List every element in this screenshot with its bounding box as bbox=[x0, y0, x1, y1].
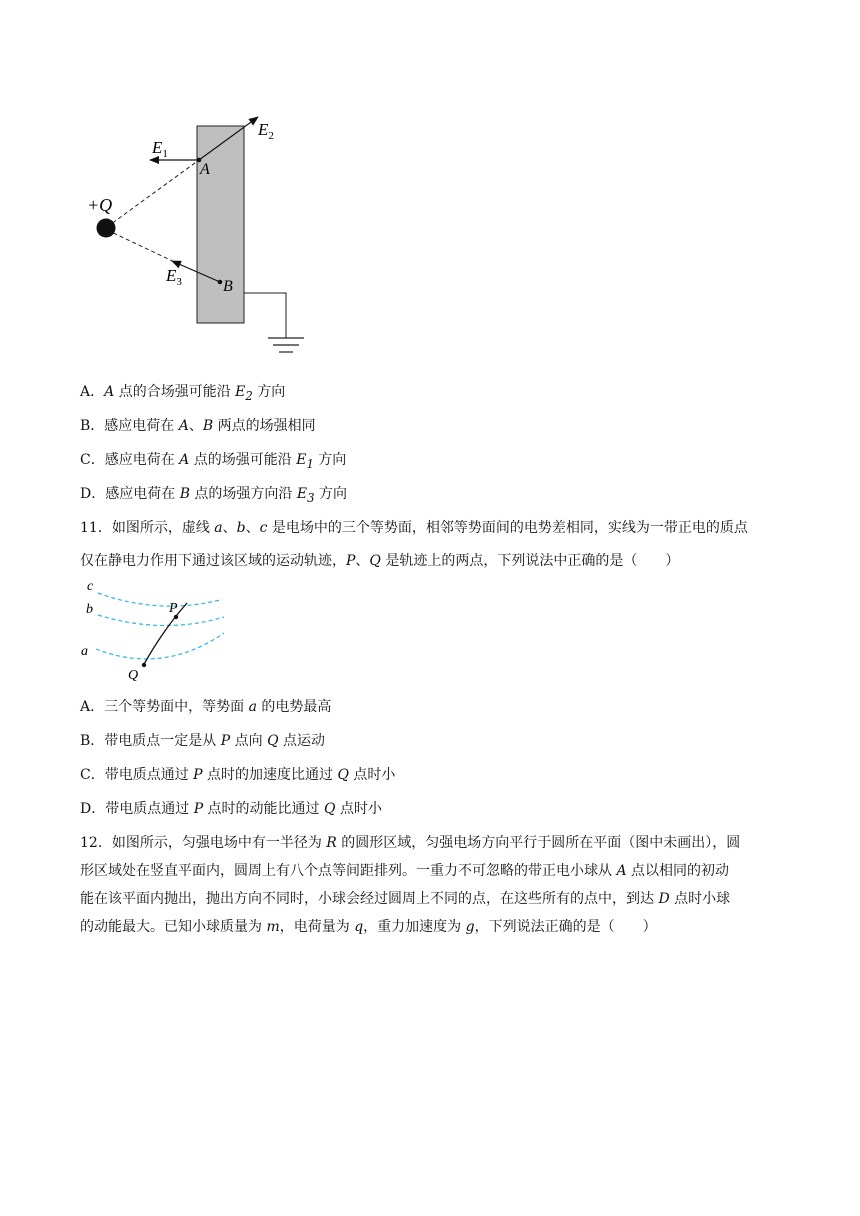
q12-row4: 的动能最大。已知小球质量为 m，电荷量为 q，重力加速度为 g，下列说法正确的是（ ） bbox=[80, 919, 657, 935]
point-Q bbox=[142, 663, 146, 667]
label-B: B bbox=[223, 278, 233, 295]
ground-wire bbox=[244, 293, 286, 338]
dashed-line-QA bbox=[107, 160, 199, 227]
q11-option-b: B．带电质点一定是从 P 点向 Q 点运动 bbox=[80, 733, 326, 749]
label-A: A bbox=[200, 161, 210, 178]
q11-option-a: A．三个等势面中，等势面 a 的电势最高 bbox=[80, 699, 332, 715]
equipotential-c bbox=[98, 593, 220, 606]
trajectory bbox=[143, 603, 187, 666]
label-E2: $E_2$ bbox=[258, 120, 274, 142]
q10-option-b: B．感应电荷在 A、B 两点的场强相同 bbox=[80, 418, 316, 434]
q10-option-a: A．A 点的合场强可能沿 $E_2$ 方向 bbox=[80, 384, 286, 403]
label-Q: +Q bbox=[87, 195, 113, 215]
q10-option-d: D．感应电荷在 B 点的场强方向沿 $E_3$ 方向 bbox=[80, 486, 347, 505]
q11-option-c: C．带电质点通过 P 点时的加速度比通过 Q 点时小 bbox=[80, 767, 396, 783]
label-P: P bbox=[169, 601, 178, 616]
q12-row2: 形区域处在竖直平面内，圆周上有八个点等间距排列。一重力不可忽略的带正电小球从 A 点以相同的初动 bbox=[80, 863, 730, 879]
q12-stem bbox=[80, 829, 782, 941]
q12-row1: 12．如图所示，匀强电场中有一半径为 R 的圆形区域，匀强电场方向平行于圆所在平面（图中未画出），圆 bbox=[80, 835, 741, 851]
q11-stem-line1: 11．如图所示，虚线 a、b、c 是电场中的三个等势面，相邻等势面间的电势差相同，实线为一带正电的质点 bbox=[80, 520, 748, 536]
label-Q: Q bbox=[128, 668, 139, 683]
point-B bbox=[218, 280, 223, 285]
equipotential-b bbox=[98, 615, 224, 626]
label-E1: $E_1$ bbox=[152, 138, 168, 160]
equipotential-a bbox=[96, 633, 224, 659]
equipotential-figure bbox=[78, 575, 238, 685]
q11-option-d: D．带电质点通过 P 点时的动能比通过 Q 点时小 bbox=[80, 801, 382, 817]
label-E3: $E_3$ bbox=[166, 266, 182, 288]
label-b: b bbox=[86, 602, 93, 617]
q12-row3: 能在该平面内抛出，抛出方向不同时，小球会经过圆周上不同的点，在这些所有的点中，到达 D 点时小球 bbox=[80, 891, 731, 907]
dashed-line-QB bbox=[107, 230, 183, 266]
q11-stem-line2: 仅在静电力作用下通过该区域的运动轨迹，P、Q 是轨迹上的两点，下列说法中正确的是（ ） bbox=[80, 553, 680, 569]
conductor-field-figure bbox=[80, 105, 320, 365]
label-a: a bbox=[81, 644, 88, 659]
charge-Q bbox=[97, 219, 116, 238]
label-c: c bbox=[87, 579, 94, 594]
conductor-plate bbox=[197, 126, 244, 323]
q10-option-c: C．感应电荷在 A 点的场强可能沿 $E_1$ 方向 bbox=[80, 452, 347, 471]
